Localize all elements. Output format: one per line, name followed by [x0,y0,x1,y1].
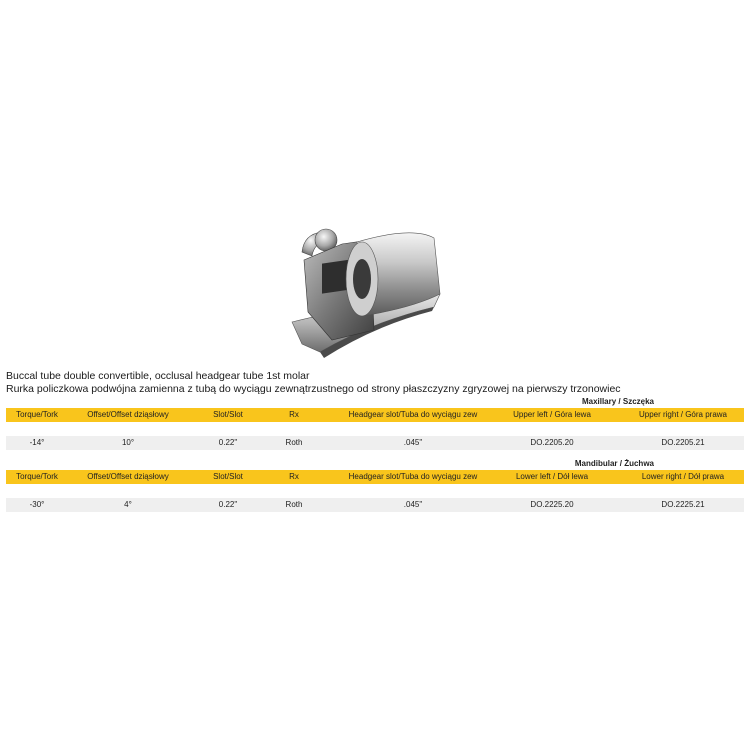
cell-lower-right-code: DO.2225.21 [661,500,705,509]
cell-slot: 0.22" [218,500,238,509]
header-slot: Slot/Slot [213,410,243,419]
maxillary-section-label: Maxillary / Szczęka [581,397,654,406]
header-torque: Torque/Tork [16,410,58,419]
header-upper-right: Upper right / Góra prawa [638,410,728,419]
cell-upper-left-code: DO.2205.20 [530,438,574,447]
product-title-polish: Rurka policzkowa podwójna zamienna z tubą do wyciągu zewnątrzustnego od strony płaszczyzny zgryzowej na pierwszy trzonowiec [6,383,621,395]
header-slot: Slot/Slot [213,472,243,481]
header-headgear-slot: Headgear slot/Tuba do wyciągu zew [348,472,478,481]
cell-slot: 0.22" [218,438,238,447]
cell-offset: 10° [121,438,135,447]
header-lower-right: Lower right / Dół prawa [641,472,725,481]
cell-headgear-slot: .045" [403,500,423,509]
maxillary-header-row [6,408,744,422]
cell-torque: -14° [29,438,45,447]
cell-rx: Roth [285,500,303,509]
header-rx: Rx [289,410,299,419]
cell-torque: -30° [29,500,45,509]
cell-offset: 4° [124,500,132,509]
cell-upper-right-code: DO.2205.21 [661,438,705,447]
mandibular-section-label: Mandibular / Żuchwa [574,459,654,468]
mandibular-header-row [6,470,744,484]
header-lower-left: Lower left / Dół lewa [515,472,589,481]
mandibular-data-row [6,498,744,512]
header-upper-left: Upper left / Góra lewa [513,410,591,419]
product-title-english: Buccal tube double convertible, occlusal headgear tube 1st molar [6,370,310,382]
maxillary-data-row [6,436,744,450]
cell-lower-left-code: DO.2225.20 [530,500,574,509]
header-offset: Offset/Offset dziąsłowy [87,410,169,419]
header-rx: Rx [289,472,299,481]
header-offset: Offset/Offset dziąsłowy [87,472,169,481]
cell-rx: Roth [285,438,303,447]
cell-headgear-slot: .045" [403,438,423,447]
header-torque: Torque/Tork [16,472,58,481]
buccal-tube-bracket-image [262,212,452,362]
header-headgear-slot: Headgear slot/Tuba do wyciągu zew [348,410,478,419]
